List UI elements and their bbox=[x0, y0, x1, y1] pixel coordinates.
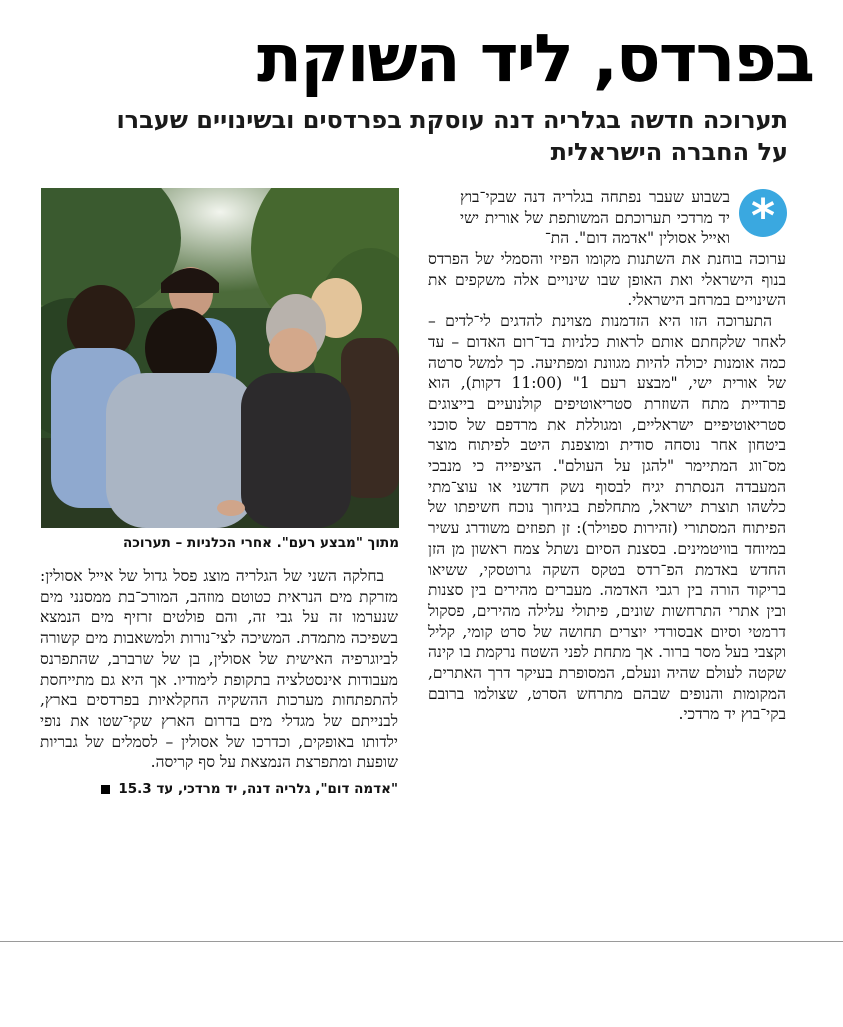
left-column bbox=[40, 566, 398, 800]
article-intro bbox=[460, 187, 730, 249]
paragraph-1-continued: ערוכה בוחנת את השתנות מקומו הפיזי והסמלי של הפרדס בנוף הישראלי ואת האופן שבו שינויים אלה משקפים את השינויים במרחב הישראלי. bbox=[428, 250, 786, 310]
subheadline: תערוכה חדשה בגלריה דנה עוסקת בפרדסים ובשינויים שעברו על החברה הישראלית bbox=[116, 106, 788, 166]
intro-text: בשבוע שעבר נפתחה בגלריה דנה שבקי־בוץ יד מרדכי תערוכתם המשותפת של אורית ישי ואייל אסולין "אדמה דום". הת־ bbox=[460, 188, 730, 248]
paragraph-3: בחלקה השני של הגלריה מוצג פסל גדול של אייל אסולין: מזרקת מים הנראית כטוטם מוזהב, המורכ־בת ממסנני מים שנערמו זה על גבי זה, והם פולטים זרזיף מים הנמצא בשפיכה מתמדת. המשיכה לצי־נורות ולמשאבות מים קשורה לביוגרפיה האישית של אסולין, בן של שרברב, שהתפרנס מעבודות אינסטלציה בתקופת לימודיו. אך היא גם מתייחסת להתפתחות מערכות ההשקיה החקלאיות בפרדסים בארץ, לבנייתם של מגדלי מים בדרום הארץ שקי־שטו את נופי ילדותו באופקים, וכדרכו של אסולין – לסמלים של גבריות שופעת ומתפרצת הנמצאת על סף קריסה. bbox=[40, 567, 398, 772]
right-column bbox=[428, 249, 786, 725]
exhibition-credit bbox=[40, 779, 398, 800]
paragraph-2: התערוכה הזו היא הזדמנות מצוינת להדגים לי־לדים – לאחר שלקחתם אותם לראות כלניות בד־רום האדום – עד כמה אומנות יכולה להיות מגוונת ומפתיעה. כך למשל סרטה של אורית ישי, "מבצע רעם 1" (11:00 דקות), הוא פרודיית מתח השוזרת סטריאוטיפים קולנועיים בייצוגים סטריאוטיפיים ישראליים, ומגוללת את מרדפם של סוכני ביטחון אחר נוסחה סודית ומוצפנת היטב לפיתוח מוצר מס־ווג המתיימר "להגן על העולם". הציפייה כי מנבכי המעבדה הנסתרת יגיח לבסוף נשק חדשני או עוצ־מתי כלשהו תוצרת ישראל, מתחלפת בגיחוך נוכח חשיפתו של הפיתוח המסתורי (זהירות ספוילר): זן תפוזים משודרג עשיר במיוחד בוויטמינים. בסצנת הסיום נשתל צמח ראשון מן הזן החדש באדמת הפ־רדס בטקס השקה גרוטסקי, ששיאו בריקוד הורה בין רגבי האדמה. מעברים מהירים בין סצנות ובין אתרי התרחשות שונים, פיתולי עלילה מהירים, פסקול דרמטי וסיום אבסורדי יוצרים תחושה של סרט קומי, קליל וקצבי בעל מסר ברור. אך מתחת לפני השטח נרקמת בו קינה שקטה לעולם שהיה ונעלם, המסופרת בעיקר דרך האתרים, המקומות והנופים שבהם מתרחש הסרט, שצולמו ברובם בקי־בוץ יד מרדכי. bbox=[428, 312, 786, 724]
end-mark-icon bbox=[101, 785, 110, 794]
credit-text: "אדמה דום", גלריה דנה, יד מרדכי, עד 15.3 bbox=[118, 781, 398, 798]
page-divider bbox=[0, 941, 843, 942]
headline: בפרדס, ליד השוקת bbox=[257, 20, 813, 97]
article-photo bbox=[41, 188, 399, 528]
photo-caption: מתוך "מבצע רעם". אחרי הכלניות – תערוכה bbox=[122, 535, 399, 551]
asterisk-icon: * bbox=[739, 189, 787, 237]
